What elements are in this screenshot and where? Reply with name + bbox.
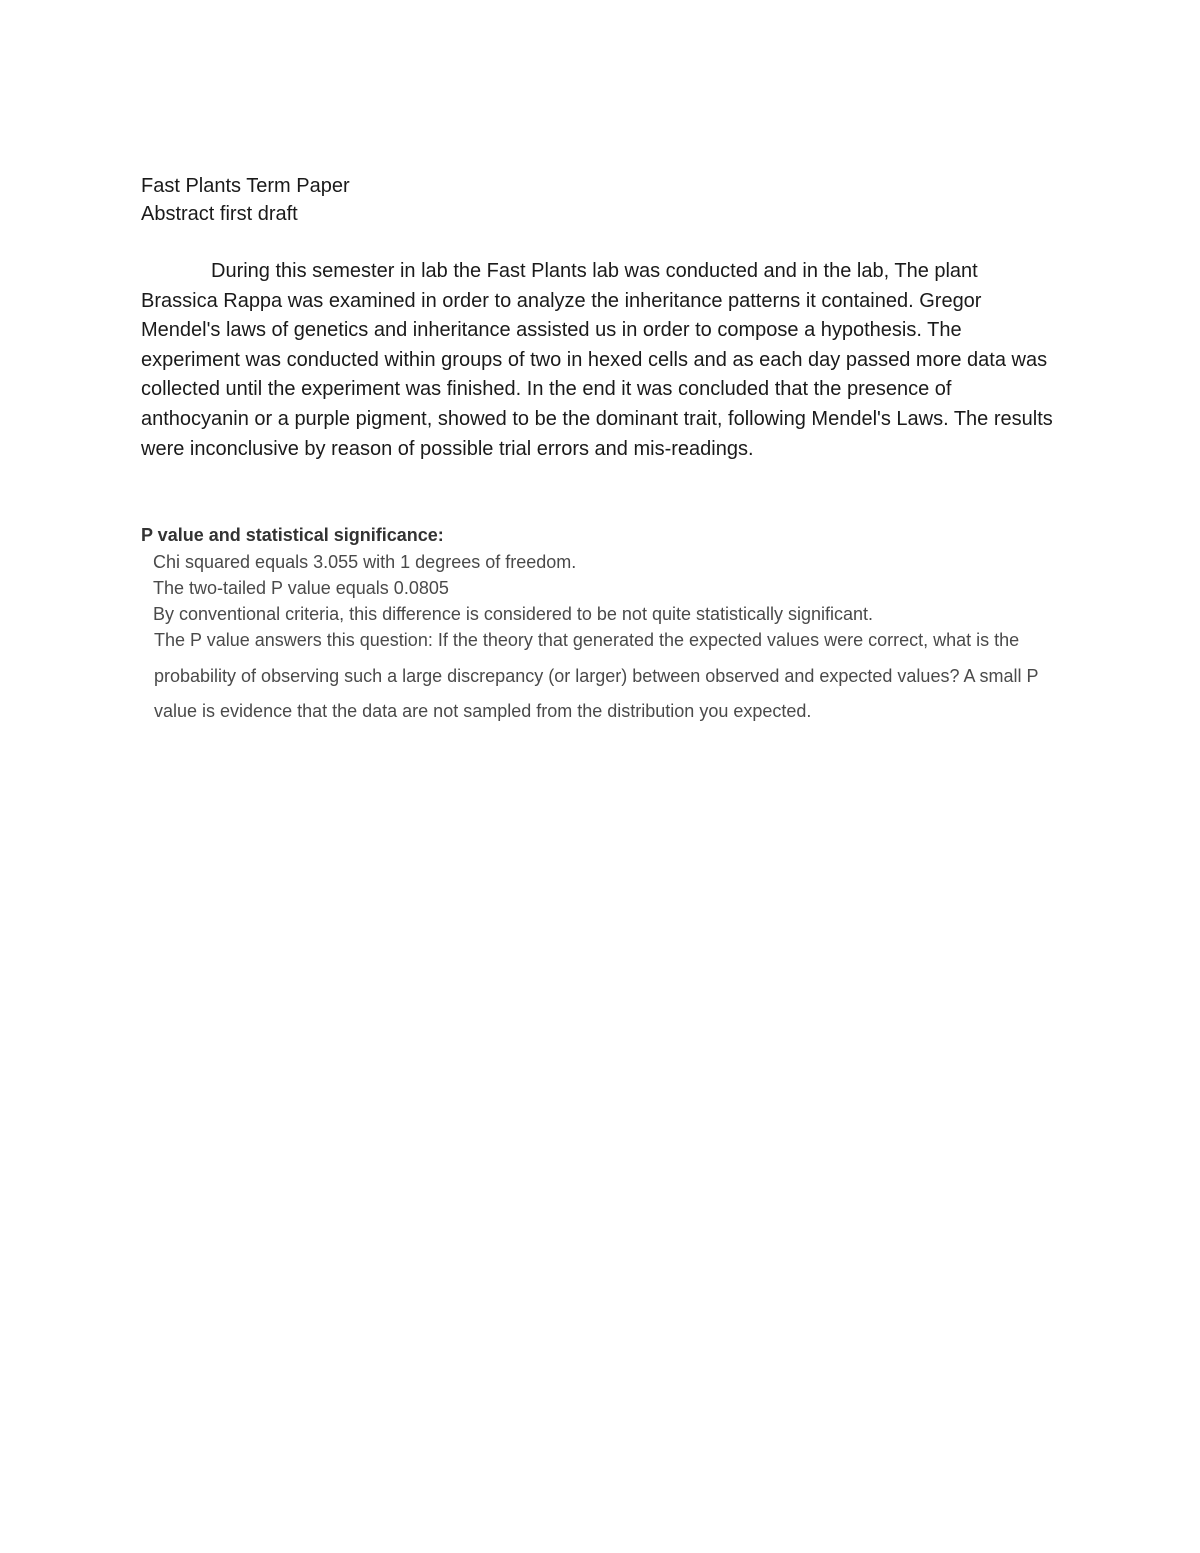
- stats-heading: P value and statistical significance:: [141, 525, 444, 545]
- p-value-explanation: The P value answers this question: If the theory that generated the expected values were correct, what is the probability of observing such a large discrepancy (or larger) between observed and expected values? A small P value is evidence that the data are not sampled from the distribution you expected.: [154, 630, 1039, 721]
- p-value-line: The two-tailed P value equals 0.0805: [153, 578, 449, 598]
- document-title: Fast Plants Term Paper: [141, 175, 350, 197]
- abstract-paragraph: During this semester in lab the Fast Plants lab was conducted and in the lab, The plant Brassica Rappa was examined in order to analyze the inheritance patterns it contained. Gregor Mendel's laws of genetics and inheritance assisted us in order to compose a hypothesis. The experiment was conducted within groups of two in hexed cells and as each day passed more data was collected until the experiment was finished. In the end it was concluded that the presence of anthocyanin or a purple pigment, showed to be the dominant trait, following Mendel's Laws. The results were inconclusive by reason of possible trial errors and mis-readings.: [141, 260, 1053, 460]
- criteria-line: By conventional criteria, this difference is considered to be not quite statistically significant.: [153, 604, 874, 624]
- chi-squared-line: Chi squared equals 3.055 with 1 degrees of freedom.: [153, 552, 577, 572]
- document-subtitle: Abstract first draft: [141, 203, 298, 225]
